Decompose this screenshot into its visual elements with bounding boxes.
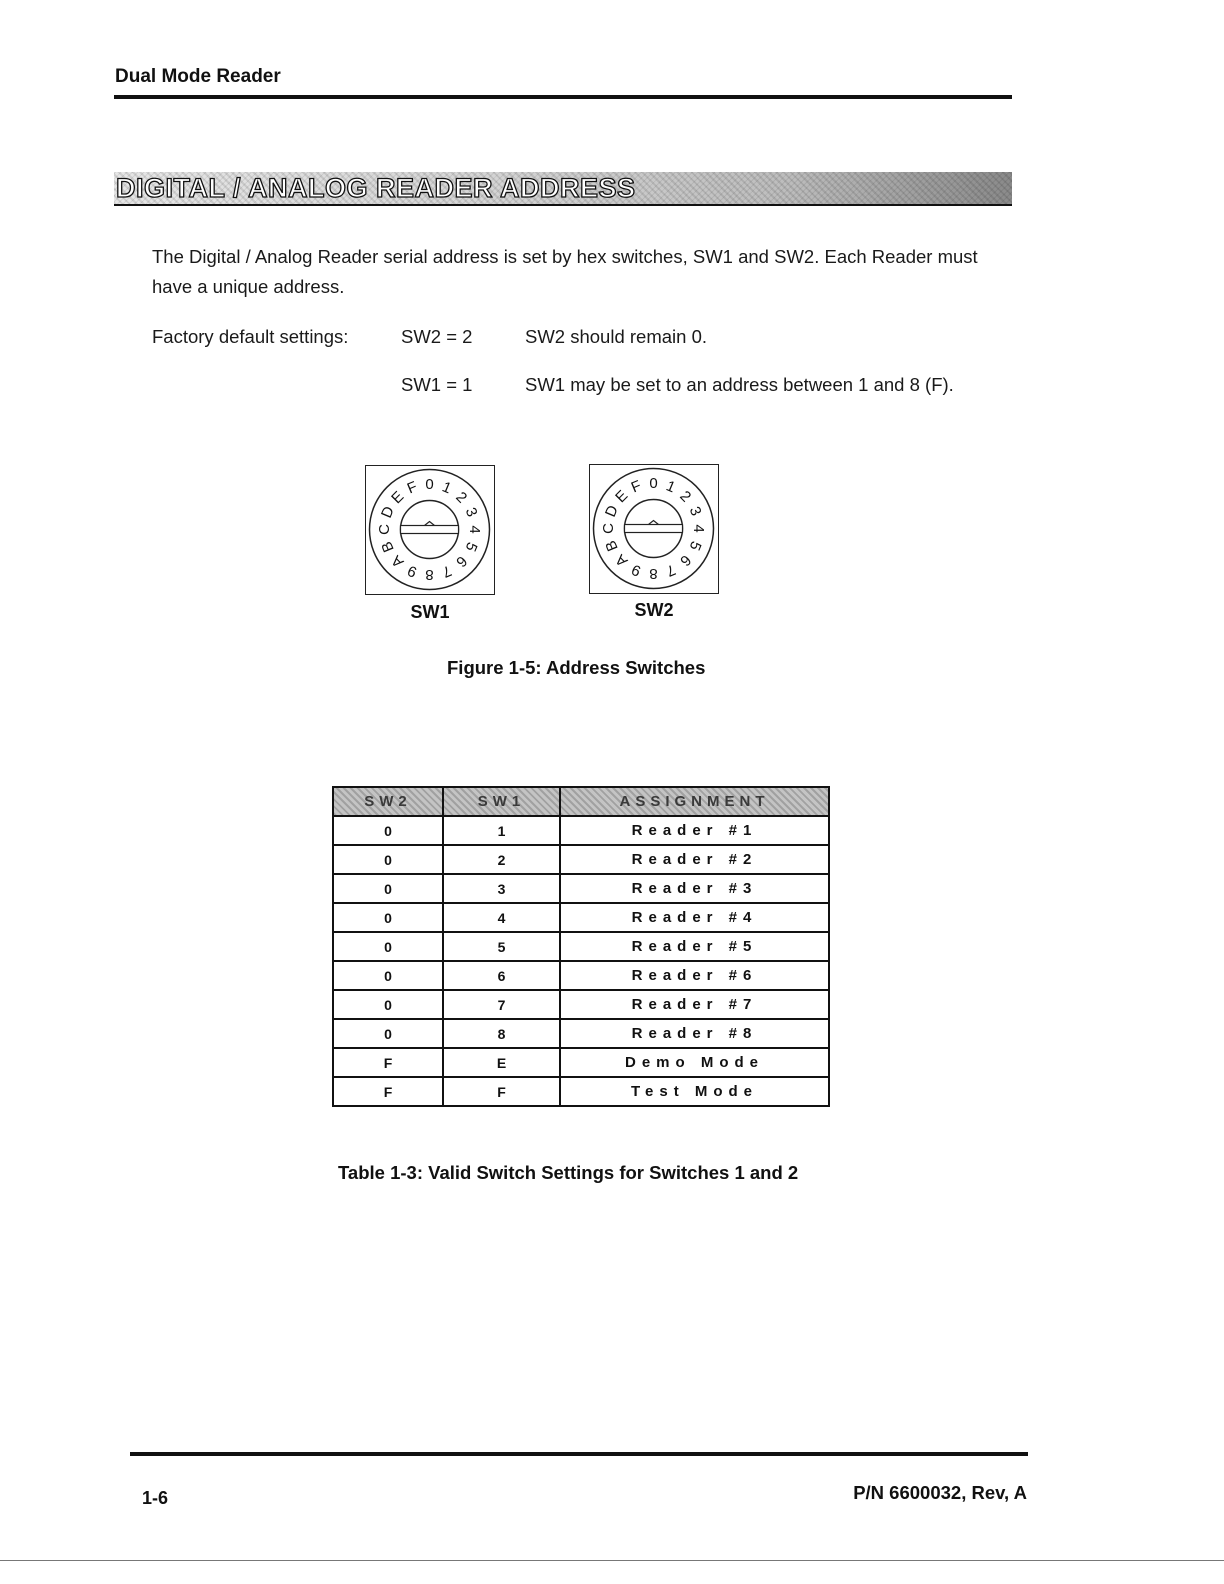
table-row (333, 1077, 829, 1106)
dial-digit: F (628, 477, 644, 497)
cell-assignment: Demo Mode (560, 1048, 829, 1077)
sw2-hex-switch (589, 464, 719, 594)
page-edge-rule (0, 1560, 1224, 1561)
cell-assignment: Reader #2 (560, 845, 829, 874)
figure-caption: Figure 1-5: Address Switches (447, 657, 706, 678)
cell-assignment: Reader #5 (560, 932, 829, 961)
sw1-default-note: SW1 may be set to an address between 1 and 8 (F). (525, 374, 954, 395)
dial-digit: F (404, 478, 420, 498)
cell-sw1: 6 (443, 961, 560, 990)
part-number: P/N 6600032, Rev, A (853, 1482, 1027, 1503)
sw2-default-note: SW2 should remain 0. (525, 326, 708, 347)
cell-sw2: 0 (333, 1019, 443, 1048)
cell-sw2: 0 (333, 845, 443, 874)
dial-digit: 0 (425, 476, 434, 493)
cell-assignment: Reader #6 (560, 961, 829, 990)
cell-sw2: 0 (333, 932, 443, 961)
table-row (333, 874, 829, 903)
header-assignment: ASSIGNMENT (560, 787, 829, 816)
cell-assignment: Reader #3 (560, 874, 829, 903)
sw1-default-setting: SW1 = 1 (401, 374, 473, 395)
section-title: DIGITAL / ANALOG READER ADDRESS (116, 173, 636, 203)
table-row (333, 1048, 829, 1077)
cell-sw2: F (333, 1048, 443, 1077)
header-sw2: SW2 (333, 787, 443, 816)
dial-digit: 6 (452, 552, 471, 571)
dial-digit: 1 (439, 478, 454, 498)
cell-sw1: 8 (443, 1019, 560, 1048)
cell-assignment: Reader #7 (560, 990, 829, 1019)
table-row (333, 990, 829, 1019)
dial-digit: 1 (663, 477, 678, 497)
cell-sw2: 0 (333, 990, 443, 1019)
dial-digit: E (388, 488, 408, 508)
dial-digit: B (602, 537, 622, 554)
table-caption: Table 1-3: Valid Switch Settings for Switches 1 and 2 (338, 1162, 799, 1183)
sw1-hex-switch (365, 465, 495, 595)
table-row (333, 903, 829, 932)
dial-digit: E (612, 487, 632, 507)
table-row (333, 932, 829, 961)
dial-digit: 8 (425, 566, 434, 583)
cell-sw2: 0 (333, 816, 443, 845)
cell-assignment: Reader #4 (560, 903, 829, 932)
cell-assignment: Reader #8 (560, 1019, 829, 1048)
cell-sw2: 0 (333, 874, 443, 903)
cell-sw2: F (333, 1077, 443, 1106)
dial-digit: 9 (405, 561, 420, 581)
dial-digit: 4 (466, 525, 483, 534)
header-sw1: SW1 (443, 787, 560, 816)
dial-digit: C (600, 523, 617, 534)
dial-digit: 7 (663, 560, 678, 580)
dial-digit: 7 (439, 561, 454, 581)
page-number: 1-6 (142, 1488, 169, 1508)
dial-digit: 5 (461, 539, 481, 554)
dial-digit: 3 (461, 505, 481, 520)
cell-sw1: 7 (443, 990, 560, 1019)
cell-assignment: Test Mode (560, 1077, 829, 1106)
table-row (333, 845, 829, 874)
cell-sw2: 0 (333, 961, 443, 990)
table-row (333, 961, 829, 990)
sw2-label: SW2 (634, 600, 674, 620)
dial-digit: D (377, 504, 398, 521)
sw2-default-setting: SW2 = 2 (401, 326, 473, 347)
rotary-dial-icon (590, 465, 717, 592)
cell-sw1: 5 (443, 932, 560, 961)
header-rule (114, 95, 1012, 99)
dial-digit: B (378, 538, 398, 555)
factory-defaults-label: Factory default settings: (152, 326, 349, 347)
table-body (333, 816, 829, 1106)
table-header-row (333, 787, 829, 816)
section-heading-bar (114, 172, 1012, 206)
table-row (333, 816, 829, 845)
table-row (333, 1019, 829, 1048)
running-header: Dual Mode Reader (115, 66, 281, 87)
dial-digit: A (612, 550, 632, 570)
dial-digit: 3 (685, 504, 705, 519)
dial-digit: C (376, 524, 393, 535)
dial-digit: 6 (676, 551, 695, 570)
dial-digit: A (388, 551, 408, 571)
dial-digit: 9 (629, 560, 644, 580)
sw1-label: SW1 (410, 602, 450, 622)
dial-digit: 0 (649, 475, 658, 492)
cell-sw2: 0 (333, 903, 443, 932)
dial-digit: 8 (649, 565, 658, 582)
footer-rule (130, 1452, 1028, 1456)
cell-assignment: Reader #1 (560, 816, 829, 845)
rotary-dial-icon (366, 466, 493, 593)
cell-sw1: 3 (443, 874, 560, 903)
cell-sw1: 2 (443, 845, 560, 874)
dial-digit: 2 (452, 488, 471, 507)
dial-digit: D (601, 503, 622, 520)
dial-digit: 2 (676, 487, 695, 506)
dial-digit: 5 (685, 538, 705, 553)
intro-paragraph: The Digital / Analog Reader serial address is set by hex switches, SW1 and SW2. Each Reader must have a unique address. (152, 246, 978, 297)
cell-sw1: E (443, 1048, 560, 1077)
cell-sw1: 4 (443, 903, 560, 932)
cell-sw1: F (443, 1077, 560, 1106)
dial-digit: 4 (690, 524, 707, 533)
switch-settings-table (332, 786, 830, 1107)
cell-sw1: 1 (443, 816, 560, 845)
